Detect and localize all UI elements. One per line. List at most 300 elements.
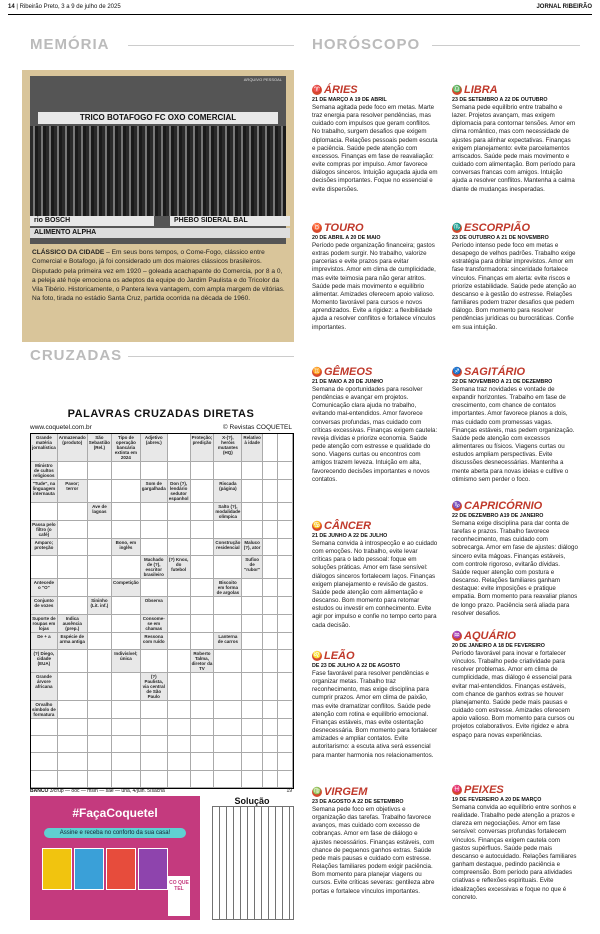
sign-date: 22 DE NOVEMBRO A 21 DE DEZEMBRO <box>452 379 553 385</box>
sign-name <box>312 222 438 234</box>
crossword-clue: Relativo à idade <box>242 434 263 462</box>
crossword-site: www.coquetel.com.br <box>30 424 92 431</box>
sign-name <box>452 630 578 642</box>
crossword-clue: Suporte de roupas em lojas <box>31 615 58 633</box>
crossword-cell[interactable] <box>263 462 278 480</box>
crossword-cell[interactable] <box>168 701 191 719</box>
section-title-horoscopo: HORÓSCOPO <box>312 36 421 53</box>
crossword-clue: Roberto Talma, diretor da TV <box>191 650 213 671</box>
crossword-cell[interactable] <box>263 771 278 788</box>
crossword-clue: Consome-se em chamas <box>141 615 168 633</box>
crossword-clue: Sufixo de "rubor" <box>242 556 263 579</box>
crossword-cell[interactable] <box>191 615 215 633</box>
sign-text: Período intenso pede foco em metas e desapego de velhos padrões. Trabalho exige estratégia para driblar imprevistos. Amor em fase transformadora: sinceridade fortalece vínculos. Finanças em alerta: evite riscos e priorize estabilidade. Saúde pede atenção ao descanso e à gestão do estresse. Relações familiares podem trazer desafios que pedem diálogo. Bom momento para resolver pendências jurídicas ou burocráticas. Confie em sua intuição. <box>452 242 577 331</box>
crossword-clue: Biscoito em forma de argolas <box>214 579 242 597</box>
sign-text: Semana de oportunidades para resolver pendências e avançar em projetos. Comunicação clara ajuda no trabalho, evitando mal-entendidos. Amor favorece conversas profundas, mas cuidado com críticas excessivas. Finanças exigem cautela: reveja dívidas e priorize economia. Saúde pede atenção com estresse e qualidade do sono. Viagens curtas ou encontros com amigos trazem leveza. Intuição em alta, favorecendo decisões importantes e novos contatos. <box>312 386 438 483</box>
crossword-clue: Grande árvore africana <box>31 673 58 701</box>
crossword-cell[interactable] <box>191 719 215 736</box>
crossword-cell[interactable] <box>191 597 215 614</box>
crossword-cell[interactable] <box>278 434 293 462</box>
crossword-cell[interactable] <box>112 673 141 701</box>
crossword-clue: X-(?), heróis mutantes (HQ) <box>214 434 242 462</box>
crossword-cell[interactable] <box>278 556 293 579</box>
crossword-cell[interactable] <box>58 539 88 556</box>
crossword-cell[interactable] <box>88 633 112 650</box>
crossword-cell[interactable] <box>214 650 242 673</box>
crossword-cell[interactable] <box>168 521 191 539</box>
sign-date: 20 DE JANEIRO A 18 DE FEVEREIRO <box>452 643 545 649</box>
crossword-cell[interactable] <box>58 771 88 788</box>
crossword-clue: Ave de lagoas <box>88 503 112 521</box>
divider <box>128 356 294 357</box>
crossword-cell[interactable] <box>263 434 278 462</box>
crossword-clue: Som de gargalhada <box>141 480 168 503</box>
coquetel-ad[interactable] <box>30 796 200 920</box>
sign-date: 19 DE FEVEREIRO A 20 DE MARÇO <box>452 797 542 803</box>
crossword-cell[interactable] <box>278 503 293 521</box>
crossword-cell[interactable] <box>88 462 112 480</box>
crossword-clue: Proteção; predição <box>191 434 215 462</box>
magazine-cover <box>74 848 104 890</box>
crossword-cell[interactable] <box>242 650 263 673</box>
crossword-cell[interactable] <box>112 480 141 503</box>
crossword-cell[interactable] <box>278 480 293 503</box>
crossword-cell[interactable] <box>242 701 263 719</box>
zodiac-icon: ♈ <box>312 86 322 93</box>
crowd <box>30 126 286 216</box>
crossword-cell[interactable] <box>141 753 168 770</box>
zodiac-icon: ♎ <box>452 86 462 93</box>
crossword-cell[interactable] <box>278 615 293 633</box>
sign-label: LEÃO <box>324 650 355 662</box>
crossword-cell[interactable] <box>214 521 242 539</box>
horoscope-sign <box>312 222 438 332</box>
crossword-title: PALAVRAS CRUZADAS DIRETAS <box>67 408 255 420</box>
sign-text: Semana agitada pede foco em metas. Marte traz energia para resolver pendências, mas cuidado com impulsos que geram conflitos. No trabalho, surgem desafios que exigem diplomacia. Relações pessoais pedem escuta e paciência. Saúde pede atenção com excessos. Finanças em fase de reavaliação: evite compras por impulso. Amor favorece diálogos sinceros. Intuição aguçada ajuda em decisões importantes. Foque no essencial e evite dispersões. <box>312 104 438 193</box>
crossword-cell[interactable] <box>278 650 293 673</box>
magazine-cover <box>42 848 72 890</box>
crossword-cell[interactable] <box>263 701 278 719</box>
photo-credit: ARQUIVO PESSOAL <box>243 77 282 82</box>
crossword-cell[interactable] <box>141 719 168 736</box>
crossword-cell[interactable] <box>278 462 293 480</box>
crossword-cell[interactable] <box>191 579 215 597</box>
crossword-cell[interactable] <box>168 462 191 480</box>
sign-date: 23 DE AGOSTO A 22 DE SETEMBRO <box>312 799 404 805</box>
horoscope-sign <box>452 784 578 902</box>
crossword-cell[interactable] <box>168 597 191 614</box>
sign-text: Semana pede foco em objetivos e organização das tarefas. Trabalho favorece avanços, mas cuidado com excesso de cobranças. Amor em fase de diálogo e ajustes necessários. Finanças estáveis, com chance de pequenos ganhos extras. Saúde pede mais pausas e cuidado com estresse. Relações familiares podem exigir paciência. Bom momento para planejar viagens ou cursos. Evite críticas severas: gentileza abre portas e fortalece vínculos importantes. <box>312 806 435 895</box>
crossword-clue: (?) Diego, cidade (EUA) <box>31 650 58 673</box>
crossword-clue: Indivisível; única <box>112 650 141 673</box>
caption-title: CLÁSSICO DA CIDADE <box>32 249 105 256</box>
crossword-cell[interactable] <box>278 633 293 650</box>
crossword-cell[interactable] <box>141 736 168 753</box>
crossword-cell[interactable] <box>191 771 215 788</box>
crossword-cell[interactable] <box>168 434 191 462</box>
crossword-cell[interactable] <box>88 701 112 719</box>
sign-name <box>452 222 578 234</box>
section-title-cruzadas: CRUZADAS <box>30 347 123 364</box>
crossword-cell[interactable] <box>58 736 88 753</box>
crossword-cell[interactable] <box>242 673 263 701</box>
stadium-banner: TRICO BOTAFOGO FC OXO COMERCIAL <box>38 112 278 124</box>
zodiac-icon: ♒ <box>452 632 462 639</box>
crossword-cell[interactable] <box>112 597 141 614</box>
crossword-cell[interactable] <box>214 556 242 579</box>
crossword-cell[interactable] <box>278 673 293 701</box>
sign-name <box>312 650 438 662</box>
crossword-cell[interactable] <box>141 701 168 719</box>
crossword-cell[interactable] <box>191 673 215 701</box>
sign-text: Período pede organização financeira; gastos extras podem surgir. No trabalho, valorize parcerias e evite prazos para evitar imprevistos. Amor em clima de cumplicidade, mas evite teimosia para não gerar atritos. Saúde pede mais movimento e equilíbrio alimentar. Amizades oferecem apoio valioso. Momento favorável para cursos e novos aprendizados. Evite a rigidez: a flexibilidade ajuda a resolver conflitos e fortalece vínculos importantes. <box>312 242 436 331</box>
crossword-cell[interactable] <box>141 462 168 480</box>
crossword-cell[interactable] <box>58 579 88 597</box>
crossword-cell[interactable] <box>58 597 88 614</box>
crossword-rights: © Revistas COQUETEL <box>222 424 292 431</box>
crossword-subheader <box>30 424 292 431</box>
crossword-cell[interactable] <box>112 462 141 480</box>
ad-hashtag: #FaçaCoquetel <box>72 806 158 820</box>
page-header: 14 | Ribeirão Preto, 3 a 9 de julho de 2025 JORNAL RIBEIRÃO <box>8 4 592 15</box>
horoscope-sign <box>312 84 438 194</box>
crossword-cell[interactable] <box>191 556 215 579</box>
crossword-cell[interactable] <box>112 615 141 633</box>
caption-text: – Em seus bons tempos, o Come-Fogo, clássico entre Comercial e Botafogo, já foi considerado um dos maiores clássicos brasileiros. Disputado pela primeira vez em 1920 – goleada acachapante do Comercia, por 8 a 0, a peleja até hoje emociona os adeptos da equipe do Jardim Paulista e do Tricolor da Vila Tibério. Historicamente, o Pantera leva vantagem, com ampla margem de vitórias. Na foto, tirada no estádio Santa Cruz, partida ocorrida na década de 1960. <box>32 249 285 303</box>
zodiac-icon: ♓ <box>452 786 462 793</box>
horoscope-sign <box>452 84 578 194</box>
crossword-cell[interactable] <box>141 503 168 521</box>
crossword-cell[interactable] <box>112 771 141 788</box>
crossword-cell[interactable] <box>168 673 191 701</box>
crossword-cell[interactable] <box>278 701 293 719</box>
crossword-cell[interactable] <box>31 556 58 579</box>
memoria-panel <box>22 70 294 342</box>
edition-line: Ribeirão Preto, 3 a 9 de julho de 2025 <box>19 4 121 10</box>
horoscope-sign <box>312 786 438 896</box>
crossword-cell[interactable] <box>191 736 215 753</box>
sign-label: AQUÁRIO <box>464 630 516 642</box>
crossword-cell[interactable] <box>191 539 215 556</box>
crossword-clue: Conjunto de vozes <box>31 597 58 614</box>
sign-name <box>452 784 578 796</box>
crossword-clue: Salto (?), modalidade olímpica <box>215 504 241 519</box>
crossword-cell[interactable] <box>31 753 58 770</box>
crossword-cell[interactable] <box>263 753 278 770</box>
crossword-cell[interactable] <box>214 771 242 788</box>
crossword-cell[interactable] <box>214 719 242 736</box>
magazine-cover <box>106 848 136 890</box>
ad-board: ALIMENTO ALPHA <box>30 228 290 238</box>
crossword-cell[interactable] <box>278 771 293 788</box>
crossword-cell[interactable] <box>263 539 278 556</box>
crossword-cell[interactable] <box>88 673 112 701</box>
divider <box>128 45 294 46</box>
crossword-clue: Orvalho símbolo de formatura <box>32 701 56 717</box>
sign-name <box>312 520 438 532</box>
crossword-cell[interactable] <box>191 480 215 503</box>
crossword-clue: Don (?), lendário sedutor espanhol <box>168 481 189 501</box>
crossword-cell[interactable] <box>214 462 242 480</box>
crossword-page: 19 <box>286 788 292 794</box>
crossword-cell[interactable] <box>88 719 112 736</box>
crossword-clue: Observa <box>141 597 168 614</box>
crossword-cell[interactable] <box>31 503 58 521</box>
photo-caption <box>32 248 286 304</box>
sign-date: 21 DE MAIO A 20 DE JUNHO <box>312 379 384 385</box>
crossword-clue: Antecede o "O" <box>31 579 58 597</box>
crossword-clue: Riscada (página) <box>214 480 242 503</box>
sign-label: PEIXES <box>464 784 504 796</box>
sign-label: ÁRIES <box>324 84 358 96</box>
crossword-cell[interactable] <box>31 771 58 788</box>
crossword-cell[interactable] <box>278 579 293 597</box>
crossword-cell[interactable] <box>141 650 168 673</box>
crossword-cell[interactable] <box>168 719 191 736</box>
crossword-cell[interactable] <box>88 579 112 597</box>
crossword-cell[interactable] <box>242 597 263 614</box>
crossword-cell[interactable] <box>214 736 242 753</box>
crossword-cell[interactable] <box>141 521 168 539</box>
crossword-cell[interactable] <box>214 753 242 770</box>
crossword-cell[interactable] <box>242 719 263 736</box>
crossword-clue: Competição <box>112 579 141 597</box>
sign-name <box>452 84 578 96</box>
crossword-cell[interactable] <box>214 615 242 633</box>
sign-text: Semana convida à introspecção e ao cuidado com emoções. No trabalho, evite levar críticas para o lado pessoal: foque em soluções práticas. Amor em fase sensível: diálogos sinceros fortalecem laços. Finanças exigem planejamento e revisão de gastos. Saúde pede atenção com alimentação e descanso. Bom momento para retomar estudos ou investir em conhecimento. Evite agir por impulso e confie no tempo certo para cada decisão. <box>312 540 438 629</box>
crossword-cell[interactable] <box>112 503 141 521</box>
horoscope-sign <box>452 500 578 618</box>
zodiac-icon: ♊ <box>312 368 322 375</box>
crossword-cell[interactable] <box>168 650 191 673</box>
crossword-clue: (?) Paulista, via central de São Paulo <box>141 673 168 701</box>
horoscope-sign <box>312 650 438 760</box>
crossword-cell[interactable] <box>263 521 278 539</box>
historic-photo <box>30 76 286 244</box>
brand-name: JORNAL RIBEIRÃO <box>536 4 592 10</box>
crossword-clue: Indica ausência (prep.) <box>58 615 88 633</box>
crossword-cell[interactable] <box>263 503 278 521</box>
sign-name <box>452 366 578 378</box>
sign-text: Semana pede equilíbrio entre trabalho e lazer. Projetos avançam, mas exigem diplomacia para contornar tensões. Amor em clima romântico, mas com necessidade de ajustes para alinhar expectativas. Finanças exigem planejamento: evite parcelamentos arriscados. Saúde pede mais movimento e cuidado com alimentação. Bom período para conversas francas com amigos. Intuição ajuda a resolver conflitos. Mantenha a calma diante de mudanças inesperadas. <box>452 104 576 193</box>
sign-text: Semana exige disciplina para dar conta de tarefas e prazos. Trabalho favorece reconhecimento, mas cuidado com sobrecarga. Amor em fase de ajustes: diálogo sincero evita mágoas. Finanças estáveis, com controle rigoroso, evitarão dívidas. Saúde requer atenção com postura e descanso. Relações familiares ganham destaque: evite imposições e pratique empatia. Bom momento para reavaliar planos de longo prazo. Paciência será aliada para resolver desafios. <box>452 520 578 617</box>
crossword-cell[interactable] <box>88 556 112 579</box>
crossword-cell[interactable] <box>31 736 58 753</box>
crossword-cell[interactable] <box>88 753 112 770</box>
crossword-cell[interactable] <box>112 719 141 736</box>
crossword-cell[interactable] <box>263 719 278 736</box>
horoscope-sign <box>452 222 578 332</box>
crossword-cell[interactable] <box>214 673 242 701</box>
crossword-cell[interactable] <box>263 579 278 597</box>
ad-board: PHEBO SIDERAL BAL <box>170 216 290 226</box>
crossword-cell[interactable] <box>278 736 293 753</box>
crossword-cell[interactable] <box>191 633 215 650</box>
crossword-cell[interactable] <box>88 650 112 673</box>
crossword-cell[interactable] <box>141 539 168 556</box>
crossword-clue: De + a <box>31 633 58 650</box>
sign-label: TOURO <box>324 222 364 234</box>
sign-name <box>452 500 578 512</box>
crossword-cell[interactable] <box>112 753 141 770</box>
divider <box>432 45 580 46</box>
crossword-cell[interactable] <box>58 503 88 521</box>
crossword-cell[interactable] <box>168 539 191 556</box>
zodiac-icon: ♌ <box>312 652 322 659</box>
sign-date: 23 DE OUTUBRO A 21 DE NOVEMBRO <box>452 235 549 241</box>
crossword-cell[interactable] <box>191 521 215 539</box>
crossword-cell[interactable] <box>263 633 278 650</box>
crossword-cell[interactable] <box>112 701 141 719</box>
bank-label: BANCO <box>30 788 49 794</box>
crossword-cell[interactable] <box>263 673 278 701</box>
crossword-clue: Pavor; terror <box>58 480 88 503</box>
horoscope-sign <box>452 366 578 484</box>
zodiac-icon: ♍ <box>312 788 322 795</box>
crossword-cell[interactable] <box>263 556 278 579</box>
sign-label: GÊMEOS <box>324 366 373 378</box>
zodiac-icon: ♉ <box>312 224 322 231</box>
crossword-cell[interactable] <box>191 503 215 521</box>
sign-date: 20 DE ABRIL A 20 DE MAIO <box>312 235 381 241</box>
sign-name <box>312 366 438 378</box>
crossword-cell[interactable] <box>88 736 112 753</box>
crossword-clue: Bono, em inglês <box>112 539 141 556</box>
sign-text: Período favorável para inovar e fortalecer vínculos. Trabalho pede criatividade para resolver problemas. Amor em clima de cumplicidade, mas diálogo é essencial para evitar mal-entendidos. Finanças estáveis, com chance de ganhos extras se houver planejamento. Saúde pede mais pausas e cuidado com estresse. Amizades oferecem apoio valioso. Bom momento para cursos ou projetos colaborativos. Evite rigidez e abra espaço para novas experiências. <box>452 650 575 739</box>
crossword-cell[interactable] <box>168 615 191 633</box>
crossword-cell[interactable] <box>242 480 263 503</box>
sign-text: Fase favorável para resolver pendências e organizar metas. Trabalho traz reconhecimento, mas exige disciplina para cumprir prazos. Amor em clima de paixão, mas evite dramatizar conflitos. Saúde pede atenção com rotina e equilíbrio emocional. Finanças estáveis, mas evite ostentação desnecessária. Bom momento para fortalecer amizades e ampliar contatos. Evite autoritarismo: a escuta ativa será essencial para manter harmonia nos relacionamentos. <box>312 670 438 759</box>
crossword-clue: Construção residencial <box>214 539 242 556</box>
crossword-cell[interactable] <box>168 503 191 521</box>
crossword-cell[interactable] <box>112 736 141 753</box>
crossword-clue: Amparo; proteção <box>31 539 58 556</box>
sign-label: VIRGEM <box>324 786 368 798</box>
sign-date: 21 DE JUNHO A 22 DE JULHO <box>312 533 388 539</box>
crossword-clue: "Tude", na linguagem internauta <box>31 480 58 503</box>
crossword-cell[interactable] <box>168 579 191 597</box>
sign-name <box>312 84 438 96</box>
ad-board: rio BOSCH <box>30 216 154 226</box>
crossword-cell[interactable] <box>168 736 191 753</box>
crossword-cell[interactable] <box>141 771 168 788</box>
sign-date: 22 DE DEZEMBRO A19 DE JANEIRO <box>452 513 544 519</box>
crossword-cell[interactable] <box>191 753 215 770</box>
crossword-clue: Passa pelo filtro (o café) <box>31 521 58 539</box>
crossword-clue: São Sebastião (Rel.) <box>88 434 112 462</box>
sign-date: 23 DE SETEMBRO A 22 DE OUTUBRO <box>452 97 548 103</box>
crossword-cell[interactable] <box>242 462 263 480</box>
section-title-memoria: MEMÓRIA <box>30 36 110 53</box>
crossword-cell[interactable] <box>242 503 263 521</box>
crossword-cell[interactable] <box>242 736 263 753</box>
page-number: 14 <box>8 4 15 10</box>
crossword-cell[interactable] <box>278 753 293 770</box>
crossword-cell[interactable] <box>242 633 263 650</box>
crossword-cell[interactable] <box>141 579 168 597</box>
crossword-cell[interactable] <box>278 539 293 556</box>
crossword-cell[interactable] <box>58 462 88 480</box>
crossword-clue: Adjetivo (abrev.) <box>141 434 168 462</box>
crossword-grid[interactable] <box>30 433 294 789</box>
zodiac-icon: ♋ <box>312 522 322 529</box>
crossword-cell[interactable] <box>58 701 88 719</box>
bank-words: 3/crup — ooc — msin — sae — una, 4/juin. 5/sacha <box>49 788 165 794</box>
crossword-cell[interactable] <box>214 701 242 719</box>
crossword-cell[interactable] <box>242 521 263 539</box>
crossword-cell[interactable] <box>263 650 278 673</box>
crossword-cell[interactable] <box>58 556 88 579</box>
crossword-cell[interactable] <box>58 650 88 673</box>
crossword-cell[interactable] <box>112 521 141 539</box>
crossword-clue: Sininho (Lit. inf.) <box>88 597 112 614</box>
horoscope-sign <box>312 520 438 630</box>
ad-tagline: Assine e receba no conforto da sua casa! <box>44 828 186 838</box>
crossword-cell[interactable] <box>58 521 88 539</box>
crossword-cell[interactable] <box>191 462 215 480</box>
crossword-cell[interactable] <box>112 633 141 650</box>
crossword-clue: Ministro de cultos religiosos <box>31 462 58 480</box>
crossword-cell[interactable] <box>168 771 191 788</box>
crossword-cell[interactable] <box>263 480 278 503</box>
solution-title: Solução <box>234 796 270 806</box>
crossword-cell[interactable] <box>214 597 242 614</box>
crossword-cell[interactable] <box>58 719 88 736</box>
sign-label: LIBRA <box>464 84 498 96</box>
crossword-cell[interactable] <box>88 771 112 788</box>
crossword-cell[interactable] <box>88 539 112 556</box>
sign-date: 21 DE MARÇO A 19 DE ABRIL <box>312 97 387 103</box>
crossword-bank <box>30 788 292 794</box>
crossword-cell[interactable] <box>278 521 293 539</box>
crossword-clue: Ressona com ruído <box>141 633 168 650</box>
zodiac-icon: ♑ <box>452 502 462 509</box>
crossword-clue: Armazenado (produto) <box>58 434 88 462</box>
crossword-cell[interactable] <box>263 615 278 633</box>
crossword-cell[interactable] <box>263 736 278 753</box>
coquetel-logo: CO QUE TEL <box>168 876 190 916</box>
crossword-cell[interactable] <box>242 771 263 788</box>
horoscope-sign <box>452 630 578 740</box>
crossword-cell[interactable] <box>31 719 58 736</box>
crossword-clue: Grande matéria jornalística <box>31 434 58 462</box>
crossword-cell[interactable] <box>263 597 278 614</box>
crossword-cell[interactable] <box>242 579 263 597</box>
crossword-cell[interactable] <box>168 753 191 770</box>
crossword-cell[interactable] <box>242 753 263 770</box>
sign-text: Semana traz novidades e vontade de expandir horizontes. Trabalho em fase de crescimento, com chance de contatos importantes. Amor favorece planos a dois, mas cuidado com promessas vagas. Finanças estáveis, mas pedem organização. Saúde pede atenção com excessos alimentares ou físicos. Viagens curtas ou estudos ampliam perspectivas. Evite discussões desnecessárias. Mantenha a mente aberta para novas ideias e cultive o otimismo sem perder o foco. <box>452 386 575 483</box>
crossword-cell[interactable] <box>88 521 112 539</box>
crossword-clue: Maluco (?), ator <box>242 539 263 556</box>
crossword-cell[interactable] <box>168 633 191 650</box>
magazine-cover <box>138 848 168 890</box>
crossword-clue: Espécie de arma antiga <box>58 633 88 650</box>
crossword-cell[interactable] <box>242 615 263 633</box>
crossword-cell[interactable] <box>58 753 88 770</box>
crossword-clue: Lanterna de carros <box>214 633 242 650</box>
sign-label: CAPRICÓRNIO <box>464 500 543 512</box>
crossword-cell[interactable] <box>191 701 215 719</box>
crossword-cell[interactable] <box>88 480 112 503</box>
sign-label: ESCORPIÃO <box>464 222 531 234</box>
crossword-cell[interactable] <box>112 556 141 579</box>
crossword-cell[interactable] <box>58 673 88 701</box>
crossword-cell[interactable] <box>88 615 112 633</box>
crossword-cell[interactable] <box>278 719 293 736</box>
crossword-clue: Machado de (?), escritor brasileiro <box>141 556 168 579</box>
crossword-cell[interactable] <box>278 597 293 614</box>
sign-date: DE 23 DE JULHO A 22 DE AGOSTO <box>312 663 401 669</box>
